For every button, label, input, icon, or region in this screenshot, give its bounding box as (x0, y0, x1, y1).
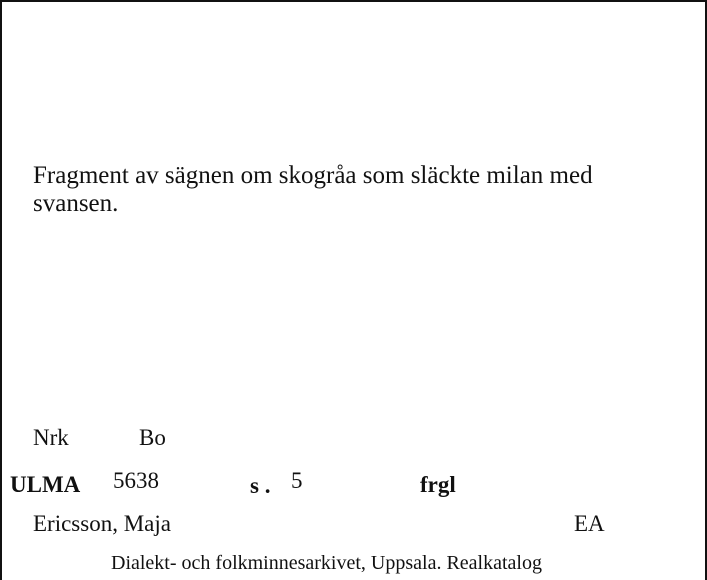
parish-code: Bo (139, 425, 166, 450)
record-number: 5638 (113, 468, 159, 493)
archive-label: ULMA (10, 472, 81, 497)
collector-initials: EA (574, 511, 605, 536)
region-code: Nrk (33, 425, 69, 450)
page-number: 5 (291, 468, 303, 493)
page-label: s . (250, 473, 271, 498)
card-description: Fragment av sägnen om skogråa som släckte milan med svansen. (33, 162, 593, 217)
archive-footer: Dialekt- och folkminnesarkivet, Uppsala. Realkatalog (111, 552, 542, 574)
category-code: frgl (420, 472, 456, 497)
informant-name: Ericsson, Maja (33, 511, 171, 536)
